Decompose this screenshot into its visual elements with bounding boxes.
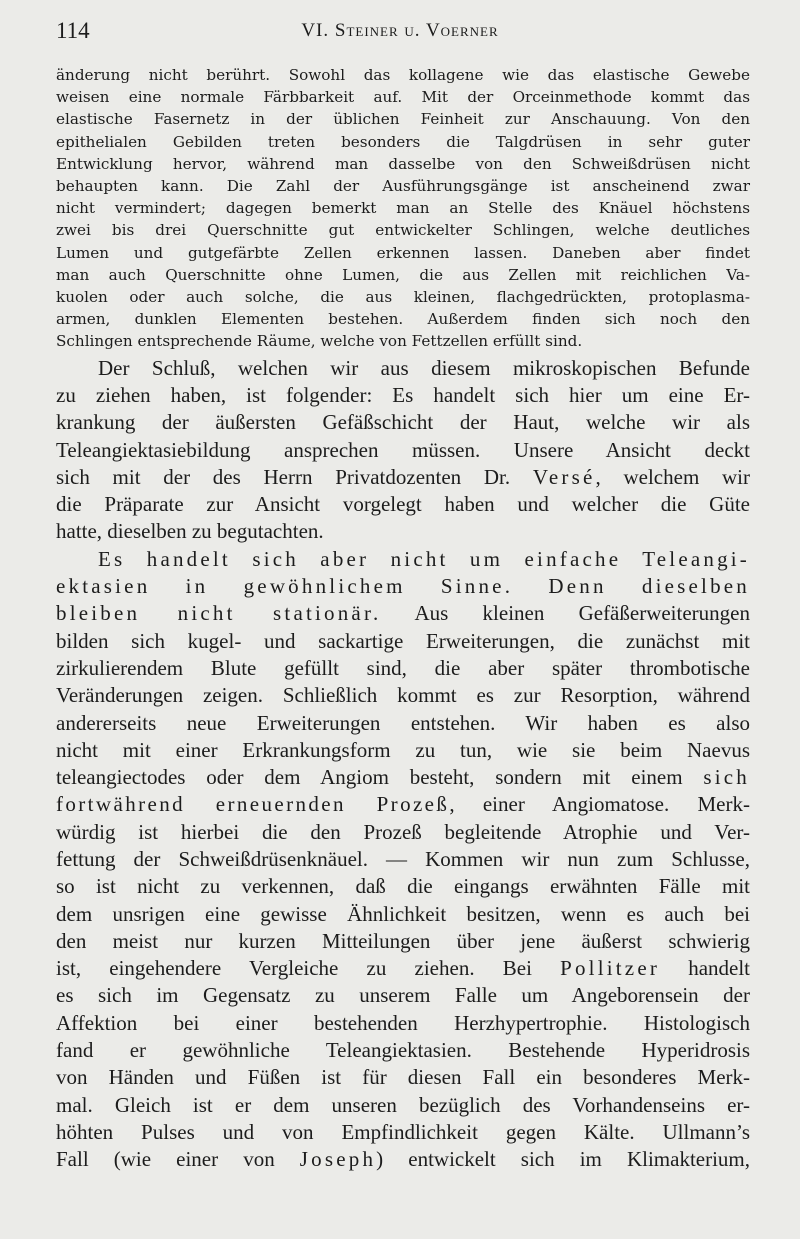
page-header <box>0 18 800 52</box>
text-line: es sich im Gegensatz zu unserem Falle um Angeborensein der <box>56 983 750 1008</box>
text-segment: Fall (wie einer von <box>56 1147 275 1172</box>
text-line: kuolen oder auch solche, die aus kleinen, flachgedrückten, protoplasma- <box>56 288 750 307</box>
text-line <box>56 1146 750 1173</box>
text-line: Veränderungen zeigen. Schließlich kommt es zur Resorption, während <box>56 683 750 708</box>
text-line: epithelialen Gebilden treten besonders die Talgdrüsen in sehr guter <box>56 132 750 151</box>
text-line: zirkulierendem Blute gefüllt sind, die aber später thrombotische <box>56 655 750 680</box>
text-line: elastische Fasernetz in der üblichen Feinheit zur Anschauung. Von den <box>56 110 750 129</box>
page-number: 114 <box>56 18 90 43</box>
text-segment: , welchem wir <box>595 464 750 489</box>
text-segment: ) entwickelt sich im Klimakterium, <box>376 1147 751 1172</box>
running-title: VI. Steiner u. Voerner <box>301 20 499 41</box>
main-text <box>56 355 750 1174</box>
text-line: nicht vermindert; dagegen bemerkt man an Stelle des Knäuel höchstens <box>56 199 750 218</box>
text-line: Entwicklung hervor, während man dasselbe von den Schweißdrüsen nicht <box>56 154 750 173</box>
paragraph-discussion <box>56 546 750 1174</box>
text-segment: sich mit der des Herrn Privatdozenten Dr. <box>56 464 511 489</box>
text-line: zu ziehen haben, ist folgender: Es handelt sich hier um eine Er- <box>56 382 750 407</box>
text-line: Es handelt sich aber nicht um einfache Teleangi- <box>98 546 750 571</box>
text-line: ektasien in gewöhnlichem Sinne. Denn dieselben <box>56 574 750 599</box>
text-line: Affektion bei einer bestehenden Herzhypertrophie. Histologisch <box>56 1010 750 1035</box>
author-name: Joseph <box>299 1147 377 1172</box>
text-line: mal. Gleich ist er dem unseren bezüglich des Vorhandenseins er- <box>56 1092 750 1117</box>
emphasis-spaced: bleiben nicht stationär. <box>56 601 382 626</box>
text-line: Schlingen entsprechende Räume, welche von Fettzellen erfüllt sind. <box>56 332 583 351</box>
text-line <box>56 791 750 818</box>
text-line <box>56 955 750 982</box>
text-line <box>56 464 750 491</box>
text-line: weisen eine normale Färbbarkeit auf. Mit der Orceinmethode kommt das <box>56 88 750 107</box>
author-name: Pollitzer <box>560 956 661 981</box>
text-line: würdig ist hierbei die den Prozeß begleitende Atrophie und Ver- <box>56 819 750 844</box>
text-line: von Händen und Füßen ist für diesen Fall ein besonderes Merk- <box>56 1065 750 1090</box>
emphasis-spaced: fortwährend erneuernden Prozeß <box>56 792 450 817</box>
text-line: andererseits neue Erweiterungen entstehen. Wir haben es also <box>56 710 750 735</box>
text-line: armen, dunklen Elementen bestehen. Außerdem finden sich noch den <box>56 310 750 329</box>
text-line: bilden sich kugel- und sackartige Erweiterungen, die zunächst mit <box>56 628 750 653</box>
text-line: dem unsrigen eine gewisse Ähnlichkeit besitzen, wenn es auch bei <box>56 901 750 926</box>
author-name: Versé <box>532 464 596 489</box>
text-line: änderung nicht berührt. Sowohl das kollagene wie das elastische Gewebe <box>56 66 750 84</box>
text-line: Teleangiektasiebildung ansprechen müssen. Unsere Ansicht deckt <box>56 437 750 462</box>
text-line: hatte, dieselben zu begutachten. <box>56 519 324 544</box>
text-line: krankung der äußersten Gefäßschicht der Haut, welche wir als <box>56 410 750 435</box>
text-segment: Aus kleinen Gefäßerweiterungen <box>414 601 750 626</box>
text-segment: teleangiectodes oder dem Angiom besteht, sondern mit einem <box>56 765 683 790</box>
text-line: fettung der Schweißdrüsenknäuel. — Kommen wir nun zum Schlusse, <box>56 846 750 871</box>
text-line: Lumen und gutgefärbte Zellen erkennen lassen. Daneben aber findet <box>56 243 750 262</box>
text-line: den meist nur kurzen Mitteilungen über jene äußerst schwierig <box>56 928 750 953</box>
text-line: die Präparate zur Ansicht vorgelegt haben und welcher die Güte <box>56 492 750 517</box>
text-line: man auch Querschnitte ohne Lumen, die aus Zellen mit reichlichen Va- <box>56 265 750 284</box>
text-line: behaupten kann. Die Zahl der Ausführungsgänge ist anscheinend zwar <box>56 177 750 196</box>
text-line <box>56 600 750 627</box>
text-line: fand er gewöhnliche Teleangiektasien. Bestehende Hyperidrosis <box>56 1038 750 1063</box>
text-segment: , einer Angiomatose. Merk- <box>449 792 750 817</box>
page-body <box>56 64 750 1174</box>
emphasis-spaced: sich <box>703 765 750 790</box>
text-line: nicht mit einer Erkrankungsform zu tun, wie sie beim Naevus <box>56 737 750 762</box>
text-line: zwei bis drei Querschnitte gut entwickelter Schlingen, welche deutliches <box>56 221 750 240</box>
text-line: Der Schluß, welchen wir aus diesem mikroskopischen Befunde <box>98 355 750 380</box>
small-print-paragraph <box>56 64 750 353</box>
text-segment: handelt <box>688 956 751 981</box>
text-line: so ist nicht zu verkennen, daß die eingangs erwähnten Fälle mit <box>56 874 750 899</box>
text-line <box>56 764 750 791</box>
text-line: höhten Pulses und von Empfindlichkeit gegen Kälte. Ullmann’s <box>56 1119 750 1144</box>
text-segment: ist, eingehendere Vergleiche zu ziehen. Bei <box>56 956 532 981</box>
paragraph-conclusion <box>56 355 750 546</box>
